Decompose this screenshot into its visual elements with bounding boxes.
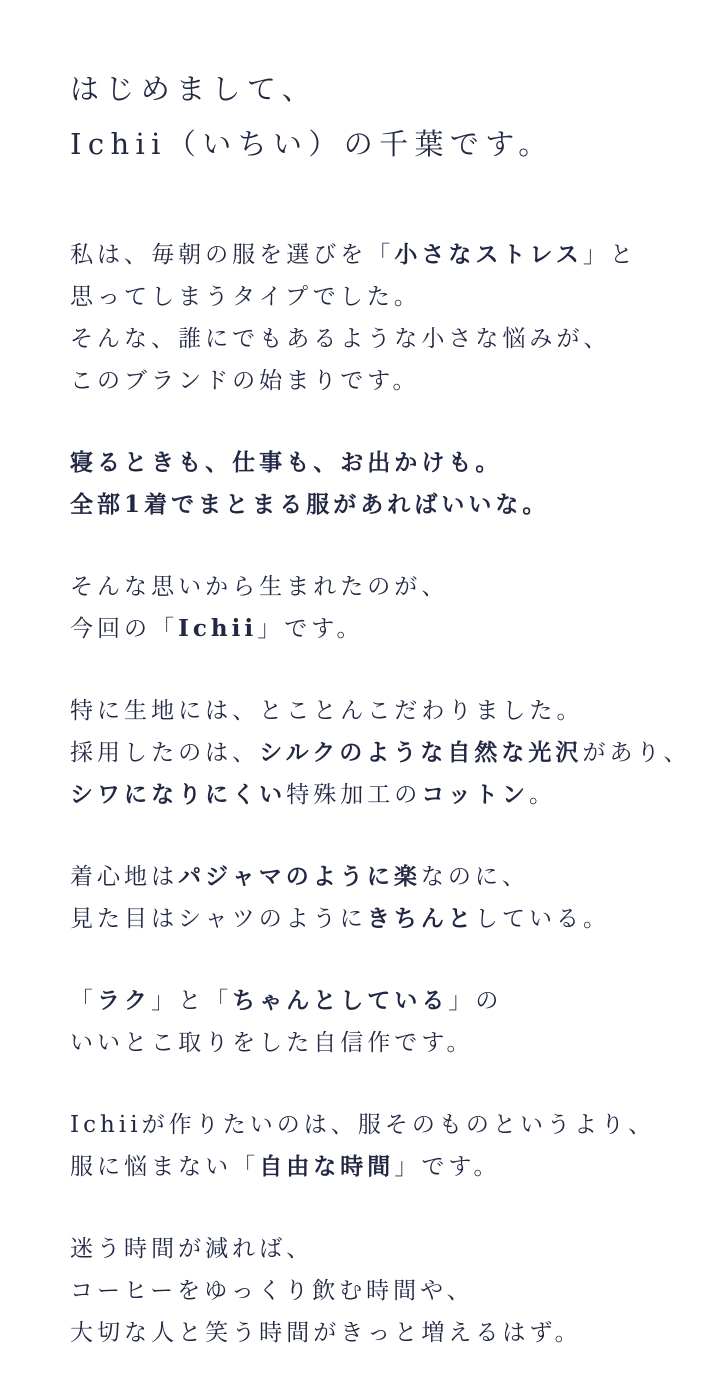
paragraph-1 <box>70 234 694 402</box>
body-paragraphs <box>70 234 694 1354</box>
emphasized-text: シルクのような自然な光沢 <box>259 739 583 766</box>
paragraph-5 <box>70 856 694 940</box>
text-line <box>70 608 694 650</box>
page-title <box>70 62 694 172</box>
emphasized-text: 寝るときも、仕事も、お出かけも。 <box>70 449 503 476</box>
text-line <box>70 1022 694 1064</box>
body-text: Ichiiが作りたいのは、服そのものというより、 <box>70 1112 656 1138</box>
paragraph-4 <box>70 690 694 816</box>
body-text: 」です。 <box>257 616 364 642</box>
body-text: 着心地は <box>70 864 179 890</box>
body-text: そんな思いから生まれたのが、 <box>70 574 449 600</box>
emphasized-text: コットン <box>421 781 529 808</box>
emphasized-text: ちゃんとしている <box>232 987 449 1014</box>
text-line <box>70 732 694 774</box>
emphasized-text: 全部1着でまとまる服があればいいな。 <box>70 491 550 518</box>
text-line <box>70 980 694 1022</box>
emphasized-text: シワになりにくい <box>70 781 287 808</box>
text-line <box>70 774 694 816</box>
body-text: 見た目はシャツのように <box>70 906 367 932</box>
emphasized-text: Ichii <box>178 615 258 642</box>
body-text: 「 <box>70 988 98 1014</box>
text-line <box>70 234 694 276</box>
body-text: 私は、毎朝の服を選びを「 <box>70 242 395 268</box>
text-line <box>70 1312 694 1354</box>
text-line <box>70 1104 694 1146</box>
text-line <box>70 442 694 484</box>
body-text: している。 <box>474 906 611 932</box>
body-text: 採用したのは、 <box>70 740 260 766</box>
text-line <box>70 1146 694 1188</box>
body-text: なのに、 <box>420 864 529 890</box>
introduction-line: Ichii（いちい）の千葉です。 <box>70 127 554 161</box>
body-text: 」と <box>582 242 637 268</box>
body-text: 迷う時間が減れば、 <box>70 1236 314 1262</box>
emphasized-text: きちんと <box>366 905 475 932</box>
text-line <box>70 360 694 402</box>
emphasized-text: ラク <box>97 987 152 1014</box>
body-text: 思ってしまうタイプでした。 <box>70 284 421 310</box>
greeting-line: はじめまして、 <box>70 72 318 106</box>
body-text: 」です。 <box>394 1154 501 1180</box>
body-text: コーヒーをゆっくり飲む時間や、 <box>70 1278 474 1304</box>
paragraph-7 <box>70 1104 694 1188</box>
text-line <box>70 690 694 732</box>
body-text: 大切な人と笑う時間がきっと増えるはず。 <box>70 1320 582 1346</box>
paragraph-2 <box>70 442 694 526</box>
text-line <box>70 318 694 360</box>
paragraph-3 <box>70 566 694 650</box>
text-line <box>70 898 694 940</box>
text-line <box>70 856 694 898</box>
body-text: 」と「 <box>151 988 233 1014</box>
text-line <box>70 1270 694 1312</box>
emphasized-text: パジャマのように楽 <box>178 863 421 890</box>
text-line <box>70 1228 694 1270</box>
paragraph-6 <box>70 980 694 1064</box>
body-text: このブランドの始まりです。 <box>70 368 420 394</box>
body-text: 特殊加工の <box>286 782 422 808</box>
text-line <box>70 566 694 608</box>
paragraph-8 <box>70 1228 694 1354</box>
body-text: そんな、誰にでもあるような小さな悩みが、 <box>70 326 611 352</box>
body-text: があり、 <box>582 740 691 766</box>
emphasized-text: 小さなストレス <box>394 241 583 268</box>
body-text: 特に生地には、とことんこだわりました。 <box>70 698 584 724</box>
body-text: 。 <box>528 782 556 808</box>
body-text: 服に悩まない「 <box>70 1154 260 1180</box>
body-text: 」の <box>448 988 503 1014</box>
text-line <box>70 276 694 318</box>
emphasized-text: 自由な時間 <box>259 1153 395 1180</box>
body-text: いいとこ取りをした自信作です。 <box>70 1030 474 1056</box>
body-text: 今回の「 <box>70 616 179 642</box>
text-line <box>70 484 694 526</box>
